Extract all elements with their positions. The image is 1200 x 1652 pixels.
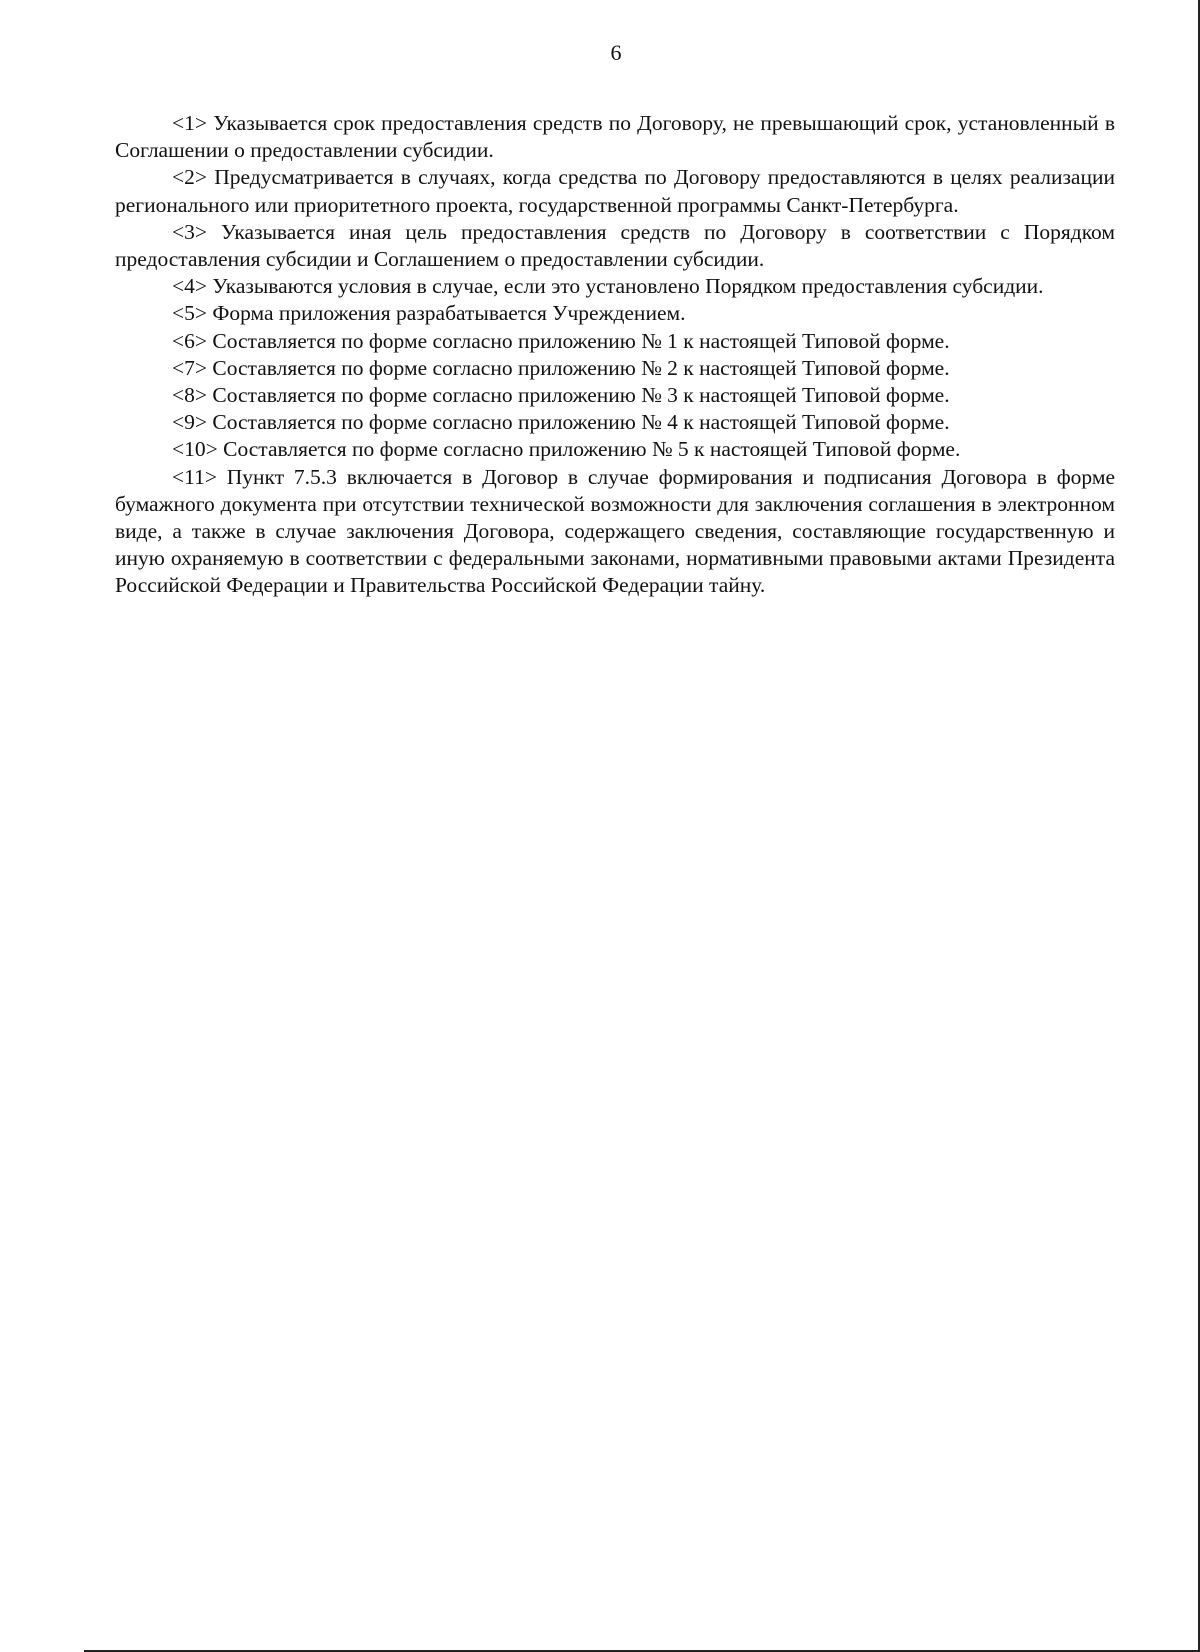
footnote-6: <6> Составляется по форме согласно приложению № 1 к настоящей Типовой форме. (172, 328, 950, 353)
footnote-3: <3> Указывается иная цель предоставления средств по Договору в соответствии с Порядком предоставления субсидии и Соглашением о предоставлении субсидии. (115, 219, 1115, 272)
footnote-8: <8> Составляется по форме согласно приложению № 3 к настоящей Типовой форме. (172, 383, 950, 408)
footnote-10: <10> Составляется по форме согласно приложению № 5 к настоящей Типовой форме. (172, 437, 961, 462)
footnote-11: <11> Пункт 7.5.3 включается в Договор в случае формирования и подписания Договора в форме бумажного документа при отсутствии технической возможности для заключения соглашения в электронном виде, а также в случае заключения Договора, содержащего сведения, составляющие государственную и иную охраняемую в соответствии с федеральными законами, нормативными правовыми актами Президента Российской Федерации и Правительства Российской Федерации тайну. (115, 464, 1115, 598)
footnote-9: <9> Составляется по форме согласно приложению № 4 к настоящей Типовой форме. (172, 410, 950, 435)
footnote-5: <5> Форма приложения разрабатывается Учреждением. (172, 301, 686, 326)
footnotes-list (115, 110, 1115, 600)
footnote-1: <1> Указывается срок предоставления средств по Договору, не превышающий срок, установленный в Соглашении о предоставлении субсидии. (115, 111, 1115, 163)
footnote-7: <7> Составляется по форме согласно приложению № 2 к настоящей Типовой форме. (172, 355, 950, 380)
footnote-4: <4> Указываются условия в случае, если это установлено Порядком предоставления субсидии. (172, 274, 1044, 299)
page-number: 6 (610, 40, 622, 65)
footnote-2: <2> Предусматривается в случаях, когда средства по Договору предоставляются в целях реализации регионального или приоритетного проекта, государственной программы Санкт-Петербурга. (115, 165, 1115, 217)
